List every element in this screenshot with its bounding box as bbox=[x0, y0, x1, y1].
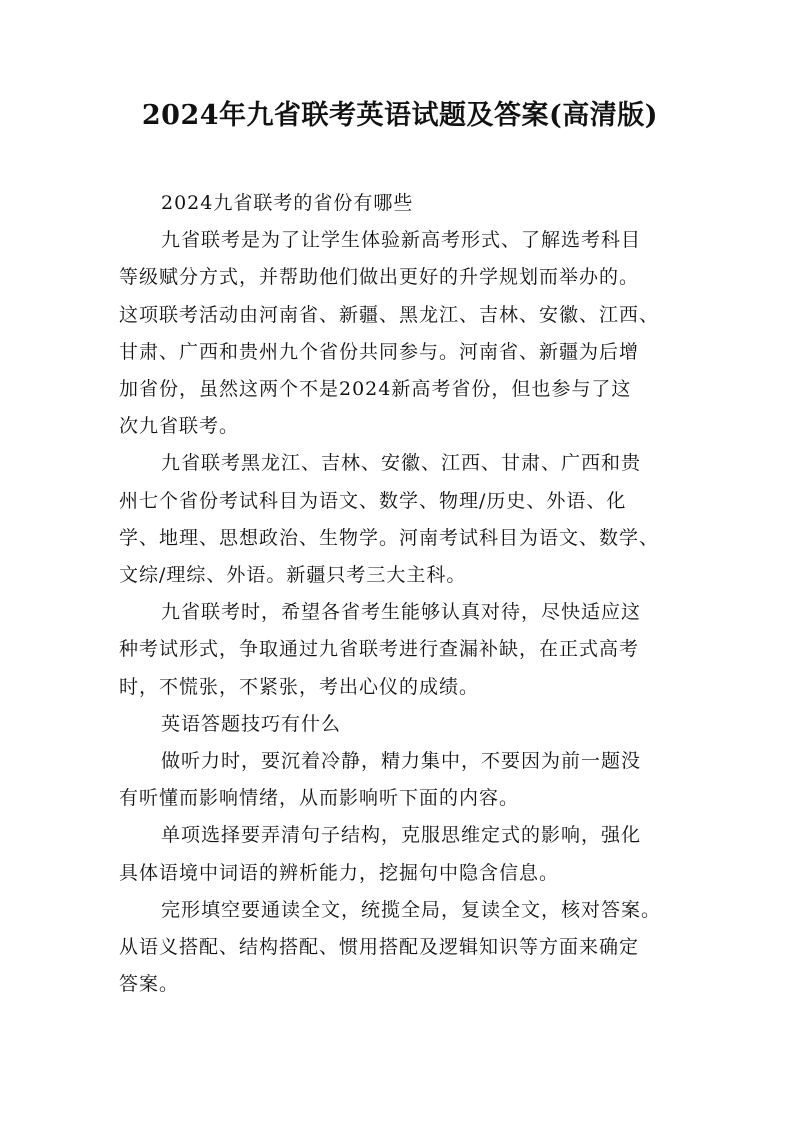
text-line: 种考试形式，争取通过九省联考进行查漏补缺，在正式高考 bbox=[119, 638, 640, 661]
text-line: 2024九省联考的省份有哪些 bbox=[161, 192, 414, 214]
text-line: 九省联考黑龙江、吉林、安徽、江西、甘肃、广西和贵 bbox=[161, 452, 642, 475]
paragraph-single-choice bbox=[119, 817, 685, 891]
text-line: 有听懂而影响情绪，从而影响听下面的内容。 bbox=[119, 787, 520, 810]
text-line: 学、地理、思想政治、生物学。河南考试科目为语文、数学、 bbox=[119, 526, 660, 549]
paragraph-cloze bbox=[119, 892, 685, 1004]
text-line: 九省联考时，希望各省考生能够认真对待，尽快适应这 bbox=[161, 601, 642, 624]
paragraph-subjects bbox=[119, 445, 685, 594]
text-line: 英语答题技巧有什么 bbox=[161, 712, 342, 735]
text-line: 从语义搭配、结构搭配、惯用搭配及逻辑知识等方面来确定 bbox=[119, 936, 640, 959]
text-line: 具体语境中词语的辨析能力，挖掘句中隐含信息。 bbox=[119, 861, 560, 884]
text-line: 等级赋分方式，并帮助他们做出更好的升学规划而举办的。 bbox=[119, 266, 640, 289]
text-line: 文综/理综、外语。新疆只考三大主科。 bbox=[119, 564, 467, 587]
paragraph-advice bbox=[119, 594, 685, 706]
text-line: 完形填空要通读全文，统揽全局，复读全文，核对答案。 bbox=[161, 898, 662, 921]
paragraph-provinces-heading bbox=[119, 185, 685, 222]
text-line: 单项选择要弄清句子结构，克服思维定式的影响，强化 bbox=[161, 824, 642, 847]
text-line: 甘肃、广西和贵州九个省份共同参与。河南省、新疆为后增 bbox=[119, 340, 640, 363]
text-line: 九省联考是为了让学生体验新高考形式、了解选考科目 bbox=[161, 229, 642, 252]
text-line: 答案。 bbox=[119, 973, 180, 996]
document-body bbox=[119, 185, 685, 1003]
text-line: 做听力时，要沉着冷静，精力集中，不要因为前一题没 bbox=[161, 750, 642, 773]
text-line: 加省份，虽然这两个不是2024新高考省份，但也参与了这 bbox=[119, 378, 632, 401]
text-line: 州七个省份考试科目为语文、数学、物理/历史、外语、化 bbox=[119, 489, 627, 512]
text-line: 时，不慌张，不紧张，考出心仪的成绩。 bbox=[119, 675, 480, 698]
text-line: 这项联考活动由河南省、新疆、黑龙江、吉林、安徽、江西、 bbox=[119, 303, 660, 326]
text-line: 次九省联考。 bbox=[119, 415, 240, 438]
paragraph-intro bbox=[119, 222, 685, 445]
paragraph-listening bbox=[119, 743, 685, 817]
paragraph-tips-heading bbox=[119, 706, 685, 743]
document-title: 2024年九省联考英语试题及答案(高清版) bbox=[141, 100, 659, 131]
